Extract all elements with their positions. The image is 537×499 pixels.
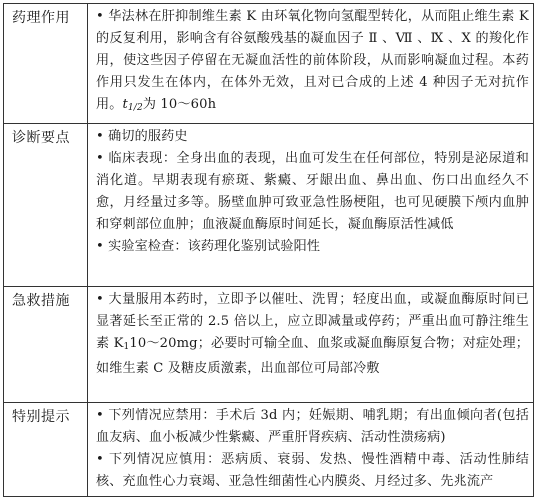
table-row-special-notes	[4, 403, 534, 497]
pharmacology-content	[88, 4, 534, 124]
row-label: 药理作用	[4, 4, 88, 124]
table-row-emergency	[4, 287, 534, 403]
diagnosis-content	[88, 124, 534, 287]
row-label: 特别提示	[4, 403, 88, 497]
half-life-value: 为 10～60h	[142, 97, 217, 112]
special-notes-paragraph: • 下列情况应禁用：手术后 3d 内；妊娠期、哺乳期；有出血倾向者(包括血友病、血小板减少性紫癜、严重肝肾疾病、活动性溃疡病)	[96, 408, 529, 445]
row-label: 诊断要点	[4, 124, 88, 287]
emergency-paragraph	[96, 289, 529, 380]
diagnosis-paragraph: • 临床表现：全身出血的表现，出血可发生在任何部位，特别是泌尿道和消化道。早期表现有瘀斑、紫癜、牙龈出血、鼻出血、伤口出血经久不愈，月经量过多等。肠壁血肿可致亚急性肠梗阻，也可见硬膜下颅内血肿和穿刺部位血肿；血液凝血酶原时间延长，凝血酶原活性减低	[96, 151, 529, 232]
emergency-text: • 大量服用本药时，立即予以催吐、洗胃；轻度出血，或凝血酶原时间已显著延长至正常的 2.5 倍以上，应立即减量或停药；严重出血可静注维生素 K	[96, 292, 529, 351]
emergency-content	[88, 287, 534, 403]
vitamin-k-subscript: 1	[123, 342, 130, 352]
half-life-symbol: $t_{1/2}$	[122, 97, 143, 113]
drug-info-table	[3, 3, 534, 497]
diagnosis-paragraph: • 确切的服药史	[96, 129, 188, 144]
diagnosis-paragraph: • 实验室检查：该药理化鉴别试验阳性	[96, 239, 321, 254]
table-row-diagnosis	[4, 124, 534, 287]
row-label: 急救措施	[4, 287, 88, 403]
pharmacology-text: • 华法林在肝抑制维生素 K 由环氧化物向氢醌型转化，从而阻止维生素 K 的反复利用，影响含有谷氨酸残基的凝血因子 Ⅱ 、Ⅶ 、Ⅸ 、Ⅹ 的羧化作用，使这些因子停留在无凝血活性的前体阶段，从而影响凝血过程。本药作用只发生在体内，在体外无效，且对已合成的上述 4 种因子无对抗作用。	[96, 9, 529, 112]
special-notes-paragraph: • 下列情况应慎用：恶病质、衰弱、发热、慢性酒精中毒、活动性肺结核、充血性心力衰竭、亚急性细菌性心内膜炎、月经过多、先兆流产	[96, 452, 529, 489]
special-notes-content	[88, 403, 534, 497]
emergency-text-cont: 10～20mg；必要时可输全血、血浆或凝血酶原复合物；对症处理；如维生素 C 及糖皮质激素，出血部位可局部冷敷	[96, 336, 529, 376]
table-row-pharmacology	[4, 4, 534, 124]
pharmacology-paragraph	[96, 6, 529, 119]
